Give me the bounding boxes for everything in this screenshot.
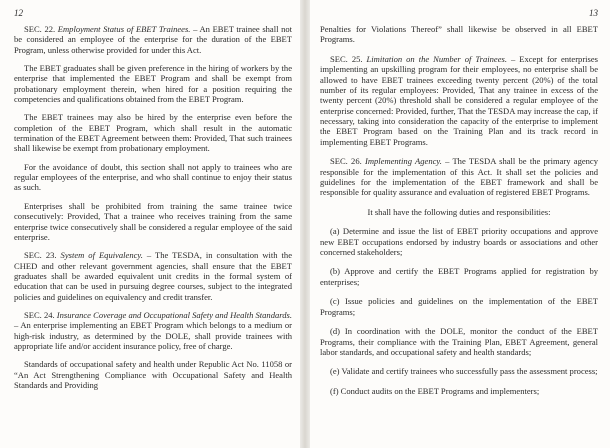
paragraph bbox=[14, 162, 292, 193]
paragraph bbox=[320, 226, 598, 257]
right-page bbox=[308, 0, 610, 448]
paragraph bbox=[14, 201, 292, 242]
page-body bbox=[320, 24, 598, 396]
paragraph bbox=[320, 326, 598, 357]
paragraph bbox=[14, 112, 292, 153]
paragraph bbox=[320, 386, 598, 396]
paragraph-text: The EBET graduates shall be given preference in the hiring of workers by the enterprise that implemented the EBET Program and shall be exempt from probationary employment therein, when hired for a position requiring the competencies and qualifications obtained from the EBET Program. bbox=[14, 63, 292, 105]
paragraph-text: The EBET trainees may also be hired by the enterprise even before the completion of the EBET Program, which shall result in the automatic termination of the EBET Agreement between them: Provided, That such trainees shall likewise be exempt from probationary employment. bbox=[14, 112, 292, 154]
paragraph bbox=[14, 359, 292, 390]
left-page bbox=[0, 0, 302, 448]
paragraph-text: (c) Issue policies and guidelines on the implementation of the EBET Programs; bbox=[320, 296, 598, 317]
paragraph-text: – An EBET trainee shall not be considered an employee of the enterprise for the duration of the EBET Program, unless otherwise provided for under this Act. bbox=[14, 24, 293, 55]
page-number: 13 bbox=[589, 8, 598, 18]
section-number: SEC. 22. bbox=[24, 24, 56, 34]
page-number: 12 bbox=[14, 8, 23, 18]
paragraph-text: It shall have the following duties and responsibilities: bbox=[367, 206, 551, 217]
paragraph-text: – An enterprise implementing an EBET Program which belongs to a medium or high-risk industry, as determined by the DOLE, shall provide trainees with appropriate life and/or accident insurance policy, free of charge. bbox=[14, 320, 292, 351]
section-paragraph bbox=[14, 24, 292, 55]
paragraph bbox=[320, 366, 598, 376]
paragraph-text: (e) Validate and certify trainees who successfully pass the assessment process; bbox=[330, 366, 598, 377]
section-paragraph bbox=[14, 250, 292, 302]
section-number: SEC. 25. bbox=[330, 53, 363, 64]
section-title: Insurance Coverage and Occupational Safety and Health Standards. bbox=[56, 309, 292, 320]
paragraph-text: – Except for enterprises implementing an upskilling program for their employees, no enterprise shall be allowed to have EBET trainees exceeding twenty percent (20%) of the total number of its regular employees: Provided, That any trainee in excess of the twenty percent (20%) threshold shall be considered a regular employee of the enterprise concerned: Provided, further, That the TESDA may increase the cap, if necessary, taking into consideration the capacity of the enterprise to implement the EBET Program based on the Training Plan and its track record in implementing EBET Programs. bbox=[320, 53, 598, 147]
paragraph-text: Penalties for Violations Thereof” shall likewise be observed in all EBET Programs. bbox=[320, 24, 598, 45]
paragraph-text: Enterprises shall be prohibited from training the same trainee twice consecutively: Provided, That a trainee who receives training from the same enterprise twice consecutively shall be considered a regular employee of the said enterprise. bbox=[14, 200, 292, 242]
paragraph bbox=[320, 24, 598, 45]
paragraph bbox=[320, 207, 598, 217]
paragraph-text: (b) Approve and certify the EBET Programs applied for registration by enterprises; bbox=[320, 266, 598, 287]
section-number: SEC. 24. bbox=[24, 309, 55, 320]
section-number: SEC. 26. bbox=[330, 156, 362, 167]
paragraph-text: For the avoidance of doubt, this section shall not apply to trainees who are regular employees of the enterprise, and who shall continue to enjoy their status as such. bbox=[14, 161, 292, 193]
paragraph-text: – The TESDA shall be the primary agency responsible for the implementation of this Act. It shall set the policies and guidelines for the implementation of the EBET framework and shall be responsible for quality assurance and evaluation of registered EBET Programs. bbox=[320, 156, 598, 198]
paragraph bbox=[320, 266, 598, 287]
section-number: SEC. 23. bbox=[24, 250, 57, 261]
paragraph-text: – The TESDA, in consultation with the CHED and other relevant government agencies, shall ensure that the EBET graduates shall be awarded equivalent unit credits in the formal system of education that can be used in pursuing degree courses, subject to the integrated policies and guidelines on equivalency and credit transfer. bbox=[14, 250, 292, 302]
section-paragraph bbox=[14, 310, 292, 351]
paragraph bbox=[14, 63, 292, 104]
section-paragraph bbox=[320, 54, 598, 147]
section-title: Employment Status of EBET Trainees. bbox=[57, 24, 191, 34]
section-paragraph bbox=[320, 156, 598, 197]
paragraph bbox=[320, 296, 598, 317]
paragraph-text: (a) Determine and issue the list of EBET priority occupations and approve new EBET occupations endorsed by industry boards or associations and other concerned stakeholders; bbox=[320, 226, 598, 257]
paragraph-text: (d) In coordination with the DOLE, monitor the conduct of the EBET Programs, their compliance with the Training Plan, EBET Agreement, general labor standards, and occupational safety and health standards; bbox=[320, 326, 598, 357]
paragraph-text: Standards of occupational safety and health under Republic Act No. 11058 or “An Act Strengthening Compliance with Occupational Safety and Health Standards and Providing bbox=[14, 359, 292, 390]
section-title: Implementing Agency. bbox=[364, 156, 442, 167]
paragraph-text: (f) Conduct audits on the EBET Programs and implementers; bbox=[330, 385, 540, 396]
section-title: Limitation on the Number of Trainees. bbox=[366, 53, 507, 64]
section-title: System of Equivalency. bbox=[60, 250, 143, 261]
page-body bbox=[14, 24, 292, 390]
